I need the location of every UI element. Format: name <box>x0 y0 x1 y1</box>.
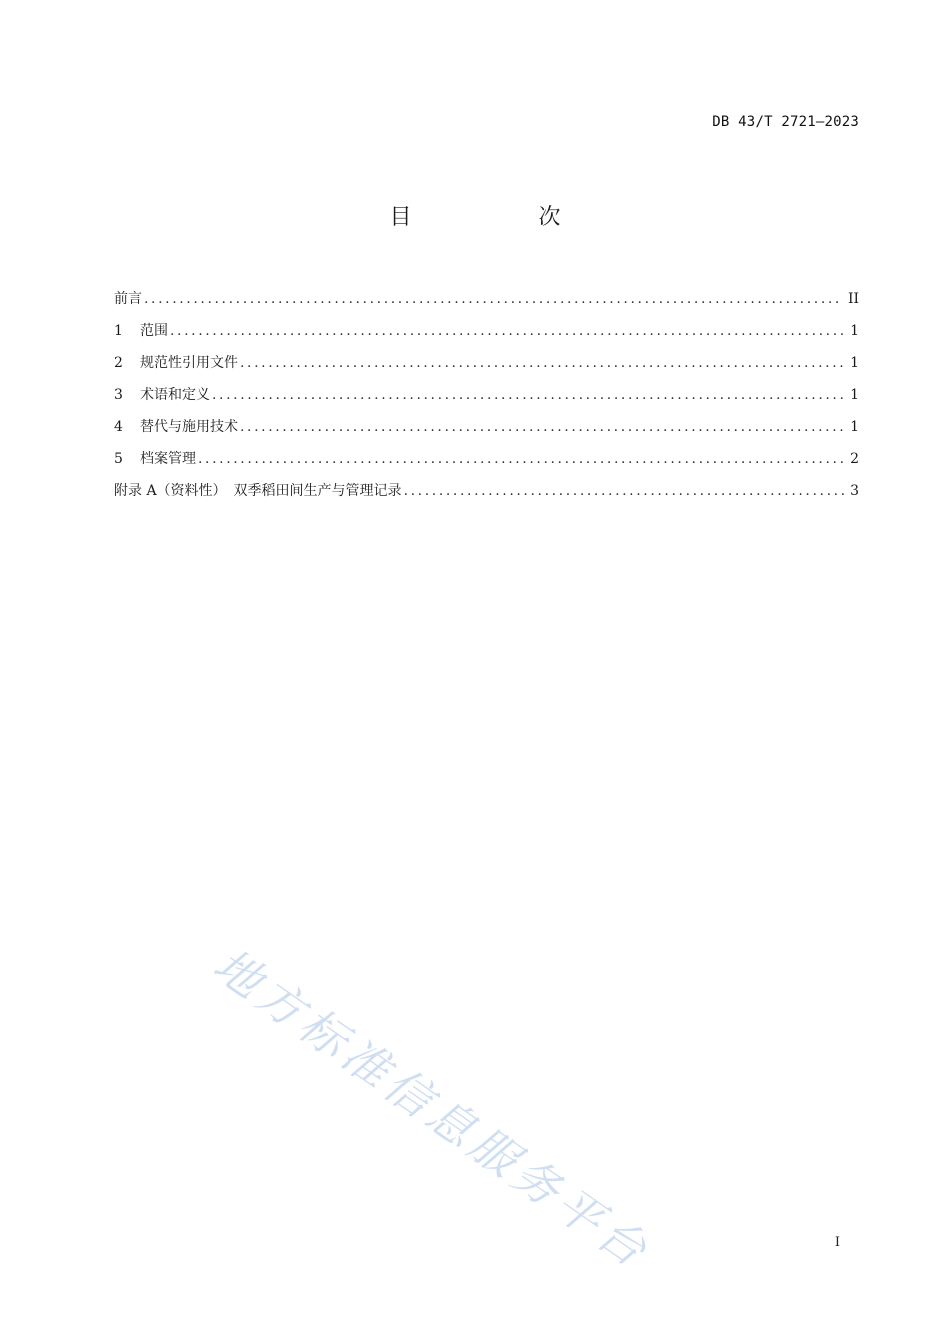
dot-leader <box>198 447 844 471</box>
toc-entry-normative-references[interactable] <box>114 351 859 383</box>
toc-entry-number: 1 <box>114 323 123 339</box>
toc-entry-label-group <box>114 415 238 439</box>
dot-leader <box>404 479 845 503</box>
toc-entry-label: 范围 <box>140 323 168 339</box>
toc-entry-page: 2 <box>850 451 859 467</box>
document-code: DB 43/T 2721—2023 <box>712 114 859 130</box>
toc-entry-label: 档案管理 <box>140 451 196 467</box>
watermark: 地方标准信息服务平台 <box>203 937 661 1280</box>
dot-leader <box>144 287 842 311</box>
dot-leader <box>240 351 844 375</box>
toc-title: 目 次 <box>389 205 621 230</box>
toc-entry-substitution-application[interactable] <box>114 415 859 447</box>
dot-leader <box>240 415 844 439</box>
dot-leader <box>212 383 844 407</box>
table-of-contents <box>114 287 859 511</box>
toc-entry-appendix-a[interactable] <box>114 479 859 511</box>
toc-entry-archive-management[interactable] <box>114 447 859 479</box>
toc-entry-foreword[interactable] <box>114 287 859 319</box>
toc-entry-page: 3 <box>850 483 859 499</box>
toc-entry-label: 替代与施用技术 <box>140 419 238 435</box>
page-number: I <box>834 1235 840 1250</box>
toc-entry-label: 附录 A（资料性） 双季稻田间生产与管理记录 <box>114 483 402 499</box>
toc-entry-label: 术语和定义 <box>140 387 210 403</box>
toc-entry-label-group <box>114 447 196 471</box>
toc-entry-terms-definitions[interactable] <box>114 383 859 415</box>
toc-entry-number: 3 <box>114 387 123 403</box>
toc-entry-label: 前言 <box>114 291 142 307</box>
toc-entry-page: 1 <box>850 387 859 403</box>
toc-entry-label-group <box>114 351 238 375</box>
toc-entry-number: 2 <box>114 355 123 371</box>
dot-leader <box>170 319 844 343</box>
toc-entry-page: 1 <box>850 355 859 371</box>
toc-entry-page: 1 <box>850 323 859 339</box>
toc-entry-number: 4 <box>114 419 123 435</box>
toc-entry-number: 5 <box>114 451 123 467</box>
toc-entry-scope[interactable] <box>114 319 859 351</box>
toc-entry-label-group <box>114 383 210 407</box>
toc-entry-label: 规范性引用文件 <box>140 355 238 371</box>
toc-entry-page: 1 <box>850 419 859 435</box>
toc-entry-page: II <box>847 291 859 307</box>
toc-entry-label-group <box>114 319 168 343</box>
